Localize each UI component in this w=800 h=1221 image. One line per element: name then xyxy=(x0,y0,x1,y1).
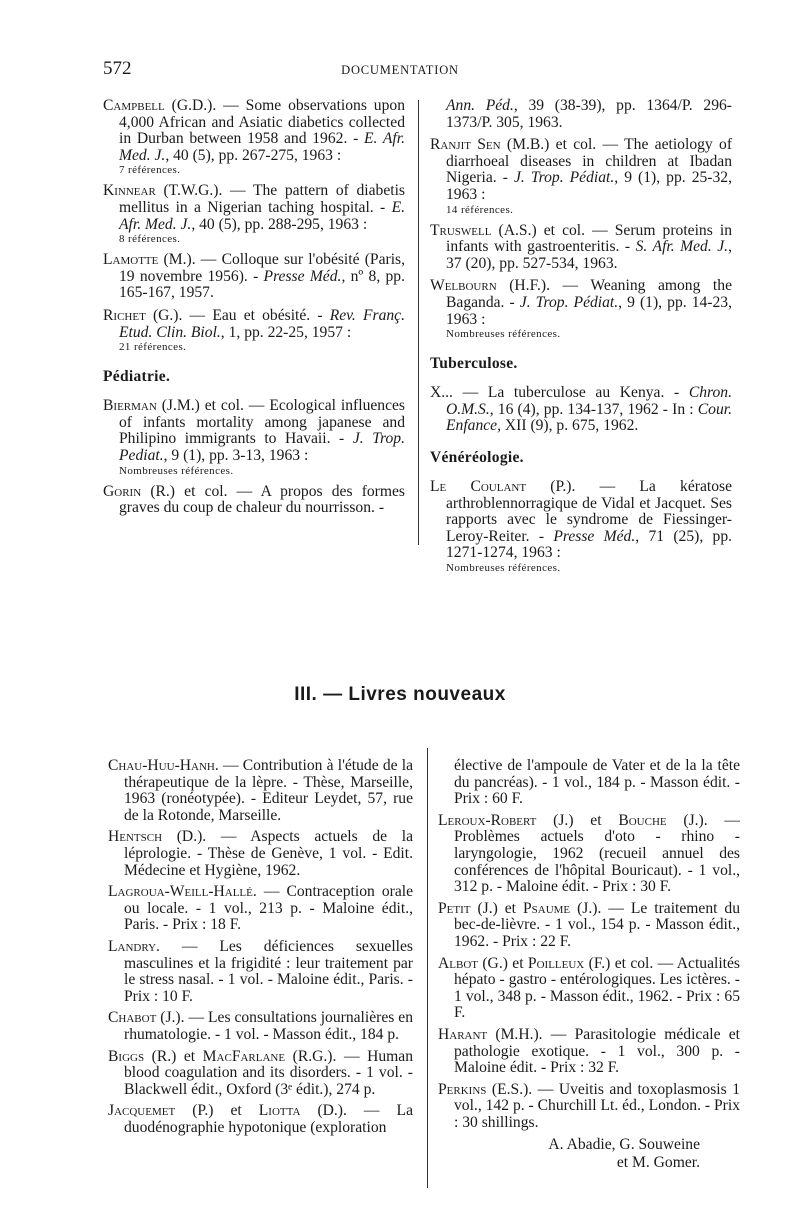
bibliography-entry xyxy=(103,98,405,177)
bibliography-entry xyxy=(430,385,732,435)
entry-references: 14 références. xyxy=(446,203,514,216)
entry-author: Richet xyxy=(103,306,146,324)
journal: Ann. Péd. xyxy=(446,97,514,114)
entry-author: Lamotte xyxy=(103,251,159,269)
entry-author: Harant xyxy=(438,1025,488,1043)
entry-title: . — Les déficiences sexuelles masculines et la frigidité : leur traitement par le stress nasal. - 1 vol. - Maloine édit., Paris. - Prix : 10 F. xyxy=(124,937,413,1005)
bibliography-entry xyxy=(103,484,405,517)
entry-title: (J.). — Problèmes actuels d'oto - rhino - laryngologie, 1962 (recueil annuel des conférences de l'hôpital Bouricaut). - 1 vol., 312 p. - Maloine édit. - Prix : 30 F. xyxy=(454,811,740,896)
entry-author: Ranjit Sen xyxy=(430,136,501,154)
entry-references: Nombreuses références. xyxy=(119,464,234,477)
books-left-column xyxy=(108,758,413,1141)
bibliography-entry xyxy=(108,939,413,1005)
entry-title: (E.S.). — Uveitis and toxoplasmosis 1 vol., 142 p. - Churchill Lt. éd., London. - Prix : 30 shillings. xyxy=(454,1080,740,1131)
signature xyxy=(438,1136,740,1172)
bibliography-entry xyxy=(430,278,732,341)
entry-author: Hentsch xyxy=(108,828,163,846)
bibliography-entry xyxy=(108,1103,413,1136)
entry-author: Campbell xyxy=(103,97,165,114)
entry-title: (M.). — Colloque sur l'obésité (Paris, 19 novembre 1956). - xyxy=(119,251,405,285)
entry-author: Gorin xyxy=(103,482,142,500)
entry-author: Chabot xyxy=(108,1009,157,1027)
entry-title: (G.D.). — Some observations upon 4,000 African and Asiatic diabetics collected in Durban between 1958 and 1962. - xyxy=(119,97,405,148)
bibliography-entry xyxy=(108,884,413,934)
bibliography-entry xyxy=(438,1082,740,1132)
section-heading-tuberculose: Tuberculose. xyxy=(430,355,518,373)
entry-title: (M.H.). — Parasitologie médicale et pathologie exotique. - 1 vol., 300 p. - Maloine édit. - Prix : 32 F. xyxy=(454,1025,740,1077)
entry-title: (P.). — La kératose arthroblennorragique de Vidal et Jacquet. Ses rapports avec le syndrome de Fiessinger-Leroy-Reiter. - xyxy=(446,477,732,545)
bibliography-entry xyxy=(108,758,413,824)
entry-details: , 1, pp. 22-25, 1957 : xyxy=(220,323,352,341)
entry-title: (P.) et xyxy=(175,1102,259,1120)
bibliography-entry xyxy=(108,1010,413,1043)
entry-title: (J.). — Le traitement du bec-de-lièvre. - 1 vol., 154 p. - Masson édit., 1962. - Prix : 22 F. xyxy=(454,899,740,950)
entry-author: Jacquemet xyxy=(108,1102,176,1120)
entry-author: Welbourn xyxy=(430,277,497,295)
entry-author: Albot xyxy=(438,954,478,972)
entry-details: , 9 (1), pp. 25-32, 1963 : xyxy=(446,169,732,203)
entry-author: Psaume xyxy=(522,899,571,917)
bibliography-entry xyxy=(103,252,405,302)
entry-title: (J.M.) et col. — Ecological influences of infants mortality among japanese and Philipino immigrants to Havaii. - xyxy=(119,397,405,448)
entry-references: 7 références. xyxy=(119,164,181,177)
entry-author: X... xyxy=(430,384,453,402)
entry-details: XII (9), p. 675, 1962. xyxy=(501,417,639,435)
journal: Cour. Enfance, xyxy=(446,400,732,435)
entry-details: , 16 (4), pp. 134-137, 1962 - In : xyxy=(489,400,698,418)
entry-author: Poilleux xyxy=(527,954,585,972)
entry-title: (R.G.). — Human blood coagulation and its disorders. - 1 vol. - Blackwell édit., Oxford (3ᵉ édit.), 274 p. xyxy=(124,1047,413,1098)
journal: E. Afr. Med. J. xyxy=(119,198,405,233)
entry-title: (M.B.) et col. — The aetiology of diarrhoeal diseases in children at Ibadan Nigeria. - xyxy=(446,136,733,187)
entry-author: Landry xyxy=(108,937,157,955)
entry-title: (D.). — Aspects actuels de la léprologie. - Thèse de Genève, 1 vol. - Edit. Médecine et Hygiène, 1962. xyxy=(124,828,413,879)
section-heading-venereologie: Vénéréologie. xyxy=(430,448,524,466)
bibliography-entry xyxy=(430,137,732,216)
entry-title: (G.). — Eau et obésité. - xyxy=(145,306,330,324)
entry-details: , nº 8, pp. 165-167, 1957. xyxy=(119,267,405,302)
entry-references: Nombreuses références. xyxy=(446,561,561,574)
entry-details: , 71 (25), pp. 1271-1274, 1963 : xyxy=(446,527,733,562)
bibliography-entry xyxy=(438,758,740,808)
entry-title: (T.W.G.). — The pattern of diabetis mellitus in a Nigerian taching hospital. - xyxy=(119,182,405,216)
entry-details: , 39 (38-39), pp. 1364/P. 296-1373/P. 305, 1963. xyxy=(446,97,732,131)
entry-title: (A.S.) et col. — Serum proteins in infants with gastroenteritis. - xyxy=(446,221,732,256)
entry-author: Biggs xyxy=(108,1047,145,1065)
entry-details: , 9 (1), pp. 3-13, 1963 : xyxy=(163,446,309,464)
journal: Rev. Franç. Etud. Clin. Biol. xyxy=(119,306,405,341)
signature-line-2: et M. Gomer. xyxy=(616,1154,700,1172)
entry-author: Perkins xyxy=(438,1080,487,1098)
entry-title: (D.). — La duodénographie hypotonique (exploration xyxy=(124,1102,413,1136)
bibliography-entry xyxy=(438,956,740,1022)
entry-author: Liotta xyxy=(258,1102,301,1120)
entry-author: Leroux-Robert xyxy=(438,811,537,829)
entry-author: Chau-Huu-Hanh xyxy=(108,757,215,774)
journal: J. Trop. Pédiat. xyxy=(519,293,619,311)
books-right-column xyxy=(438,758,740,1172)
entry-title: (G.) et xyxy=(477,954,528,972)
bibliography-entry xyxy=(108,1049,413,1099)
top-right-column xyxy=(430,98,732,581)
part-title: III. — Livres nouveaux xyxy=(294,684,506,705)
journal: J. Trop. Pediat. xyxy=(119,430,405,464)
entry-details: , 40 (5), pp. 267-275, 1963 : xyxy=(165,146,342,164)
entry-title: (H.F.). — Weaning among the Baganda. - xyxy=(446,277,732,311)
entry-details: , 40 (5), pp. 288-295, 1963 : xyxy=(191,215,368,233)
entry-title: — La tuberculose au Kenya. - xyxy=(452,384,689,402)
journal: J. Trop. Pédiat. xyxy=(513,169,615,187)
bibliography-entry xyxy=(103,308,405,354)
entry-author: Le Coulant xyxy=(430,477,527,495)
entry-title: . — Contraception orale ou locale. - 1 vol., 213 p. - Maloine édit., Paris. - Prix : 18 F. xyxy=(124,883,413,934)
entry-title: élective de l'ampoule de Vater et de la la tête du pancréas). - 1 vol., 184 p. - Masson édit. - Prix : 60 F. xyxy=(454,757,740,808)
section-heading-pediatrie: Pédiatrie. xyxy=(103,368,171,386)
bibliography-entry xyxy=(438,901,740,951)
entry-references: 8 références. xyxy=(119,233,181,246)
journal: E. Afr. Med. J. xyxy=(119,130,405,164)
column-divider-bottom xyxy=(427,748,428,1188)
bibliography-entry xyxy=(430,223,732,273)
entry-title: (J.) et xyxy=(470,899,523,917)
entry-title: (R.) et col. — A propos des formes graves du coup de chaleur du nourrisson. - xyxy=(119,482,405,517)
signature-line-1: A. Abadie, G. Souweine xyxy=(548,1136,700,1154)
running-head: DOCUMENTATION xyxy=(341,63,459,77)
entry-references: Nombreuses références. xyxy=(446,328,561,341)
entry-title: . — Contribution à l'étude de la thérapeutique de la lèpre. - Thèse, Marseille, 1963 (ronéotypée). - Editeur Leydet, 57, rue de la Rotonde, Marseille. xyxy=(124,757,413,824)
column-divider-top xyxy=(418,100,419,545)
bibliography-entry xyxy=(438,1027,740,1077)
entry-author: Lagroua-Weill-Hallé xyxy=(108,883,253,901)
entry-author: MacFarlane xyxy=(202,1047,286,1065)
entry-author: Bierman xyxy=(103,397,157,415)
entry-author: Kinnear xyxy=(103,182,156,200)
entry-details: , 37 (20), pp. 527-534, 1963. xyxy=(446,238,732,272)
entry-author: Petit xyxy=(438,899,471,917)
entry-references: 21 références. xyxy=(119,341,187,354)
entry-author: Truswell xyxy=(430,221,492,239)
journal: Presse Méd. xyxy=(263,267,342,285)
continuation-entry xyxy=(430,98,732,131)
top-left-column xyxy=(103,98,405,523)
journal: Presse Méd. xyxy=(553,527,636,545)
entry-details: , 9 (1), pp. 14-23, 1963 : xyxy=(446,293,732,328)
bibliography-entry xyxy=(103,183,405,246)
bibliography-entry xyxy=(108,829,413,879)
entry-title: (J.) et xyxy=(536,811,619,829)
bibliography-entry xyxy=(438,813,740,896)
entry-title: (J.). — Les consultations journalières en rhumatologie. - 1 vol. - Masson édit., 184 p. xyxy=(124,1009,413,1043)
bibliography-entry xyxy=(103,398,405,477)
page-number: 572 xyxy=(103,58,132,79)
bibliography-entry xyxy=(430,479,732,575)
journal: S. Afr. Med. J. xyxy=(635,238,729,256)
entry-title: (R.) et xyxy=(144,1047,203,1065)
journal: Chron. O.M.S. xyxy=(446,384,732,418)
entry-title: (F.) et col. — Actualités hépato - gastro - entérologiques. Les ictères. - 1 vol., 348 p. - Masson édit., 1962. - Prix : 65 F. xyxy=(454,954,740,1022)
entry-author: Bouche xyxy=(618,811,667,829)
